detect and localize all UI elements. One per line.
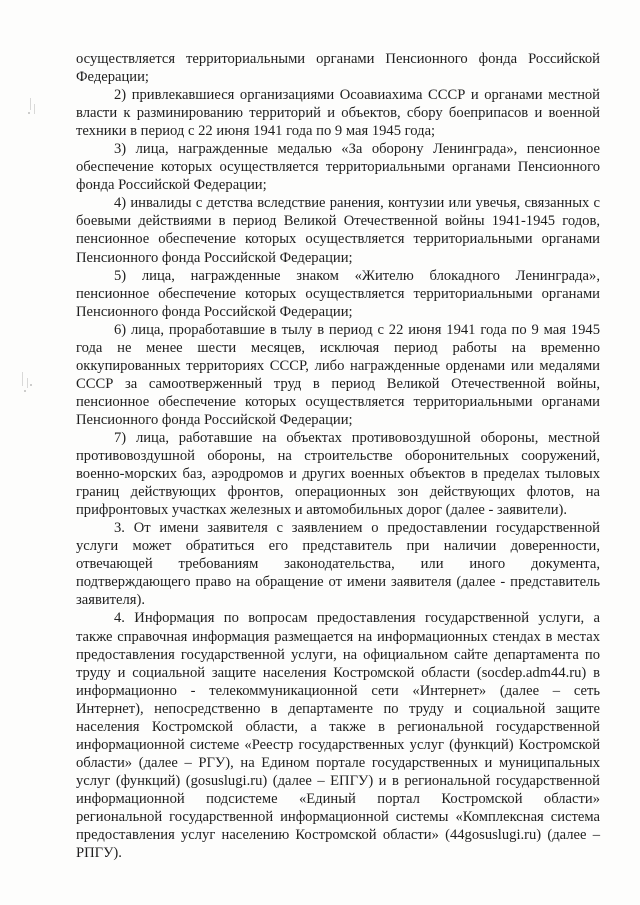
- scan-artifact: [34, 104, 35, 114]
- paragraph-item-6: 6) лица, проработавшие в тылу в период с 22 июня 1941 года по 9 мая 1945 года не менее шести месяцев, исключая период работы на временно оккупированных территориях СССР, либо награжденные орденами или медалями СССР за самоотверженный труд в период Великой Отечественной войны, пенсионное обеспечение которых осуществляется территориальными органами Пенсионного фонда Российской Федерации;: [76, 321, 600, 428]
- scan-artifact: [28, 112, 30, 114]
- scan-artifact: [24, 390, 26, 392]
- paragraph-item-3: 3) лица, награжденные медалью «За оборону Ленинграда», пенсионное обеспечение которых осуществляется территориальными органами Пенсионного фонда Российской Федерации;: [76, 141, 600, 194]
- paragraph-section-3: 3. От имени заявителя с заявлением о предоставлении государственной услуги может обратиться его представитель при наличии доверенности, отвечающей требованиям законодательства, или иного документа, подтверждающего право на обращение от имени заявителя (далее - представитель заявителя).: [76, 520, 600, 609]
- document-body: [76, 50, 600, 862]
- scan-artifact: [22, 372, 23, 386]
- paragraph-item-7: 7) лица, работавшие на объектах противовоздушной обороны, местной противовоздушной обороны, на строительстве оборонительных сооружений, военно-морских баз, аэродромов и других военных объектов в пределах тыловых границ действующих фронтов, операционных зон действующих флотов, на прифронтовых участках железных и автомобильных дорог (далее - заявители).: [76, 429, 600, 519]
- paragraph-item-4: 4) инвалиды с детства вследствие ранения, контузии или увечья, связанных с боевыми действиями в период Великой Отечественной войны 1941-1945 годов, пенсионное обеспечение которых осуществляется территориальными органами Пенсионного фонда Российской Федерации;: [76, 195, 600, 266]
- paragraph-continuation: осуществляется территориальными органами Пенсионного фонда Российской Федерации;: [76, 51, 600, 86]
- scan-artifact: [30, 98, 31, 110]
- paragraph-section-4: 4. Информация по вопросам предоставления государственной услуги, а также справочная информация размещается на информационных стендах в местах предоставления государственной услуги, на официальном сайте департамента по труду и социальной защите населения Костромской области (socdep.adm44.ru) в информационно - телекоммуникационной сети «Интернет» (далее – сеть Интернет), непосредственно в департаменте по труду и социальной защите населения Костромской области, а также в региональной государственной информационной системе «Реестр государственных услуг (функций) Костромской области» (далее – РГУ), на Едином портале государственных и муниципальных услуг (функций) (gosuslugi.ru) (далее – ЕПГУ) и в региональной государственной информационной подсистеме «Единый портал Костромской области» региональной государственной информационной системы «Комплексная система предоставления услуг населению Костромской области» (44gosuslugi.ru) (далее – РПГУ).: [76, 610, 600, 862]
- paragraph-item-2: 2) привлекавшиеся организациями Осоавиахима СССР и органами местной власти к разминированию территорий и объектов, сбору боеприпасов и военной техники в период с 22 июня 1941 года по 9 мая 1945 года;: [76, 87, 600, 140]
- scan-artifact: [30, 384, 32, 386]
- paragraph-item-5: 5) лица, награжденные знаком «Жителю блокадного Ленинграда», пенсионное обеспечение которых осуществляется территориальными органами Пенсионного фонда Российской Федерации;: [76, 267, 600, 320]
- scan-artifact: [27, 378, 28, 388]
